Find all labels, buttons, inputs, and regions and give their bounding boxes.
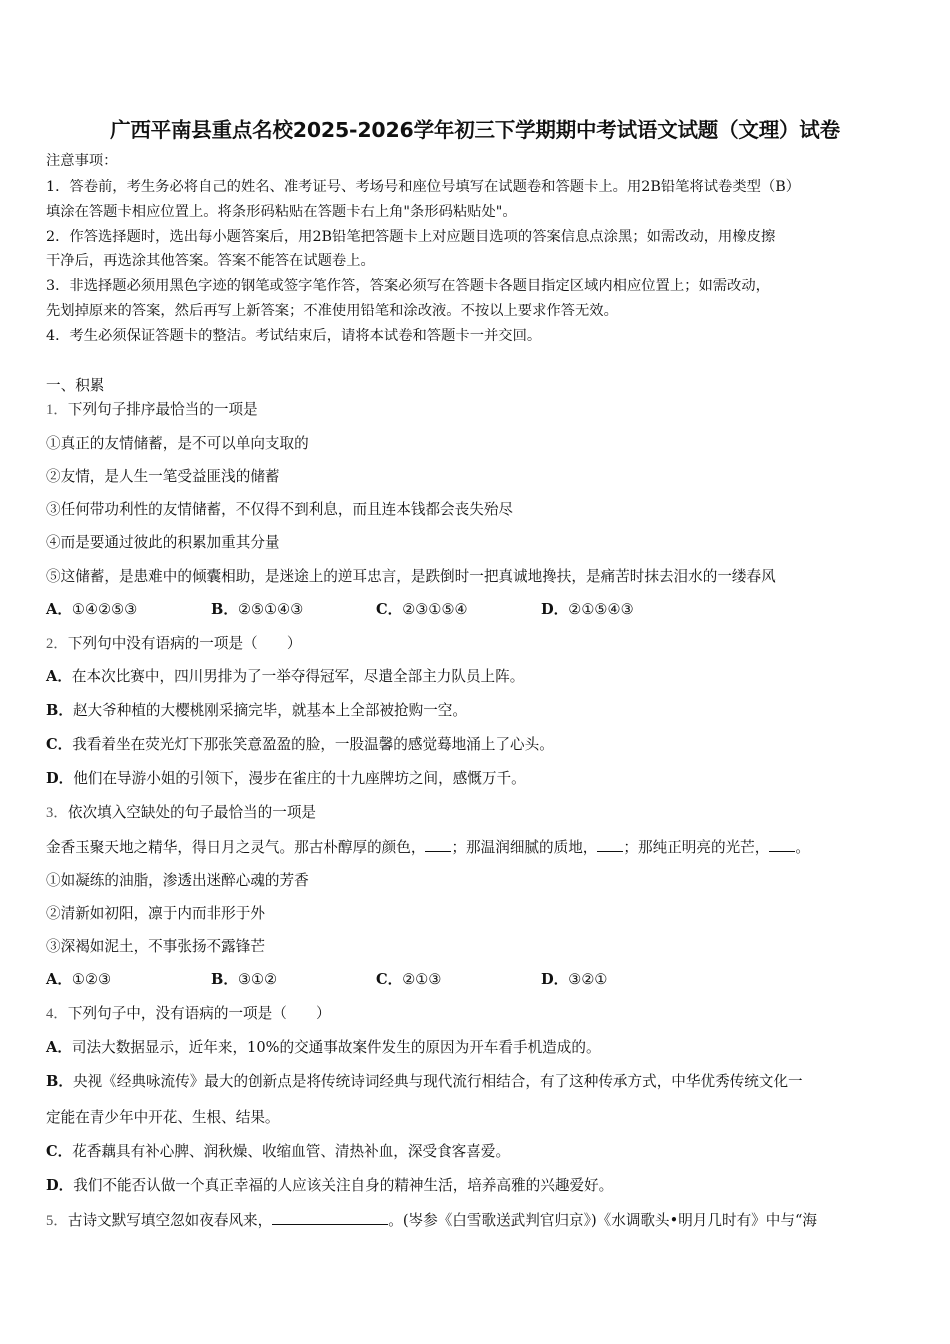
notice-line: 填涂在答题卡相应位置上。将条形码粘贴在答题卡右上角"条形码粘贴处"。 xyxy=(46,204,517,220)
choice-c[interactable]: C．②①③ xyxy=(376,971,442,988)
question-text: 下列句子排序最恰当的一项是 xyxy=(67,401,258,418)
page-title: 广西平南县重点名校2025-2026学年初三下学期期中考试语文试题（文理）试卷 xyxy=(110,118,840,142)
question-number: 2． xyxy=(46,636,68,652)
fill-blank[interactable] xyxy=(769,837,795,852)
option-c[interactable]: C．我看着坐在荧光灯下那张笑意盈盈的脸，一股温馨的感觉蓦地涌上了心头。 xyxy=(46,736,554,753)
sentence-item: ②友情，是人生一笔受益匪浅的储蓄 xyxy=(46,468,280,485)
sentence-item: ①真正的友情储蓄，是不可以单向支取的 xyxy=(46,435,309,452)
option-a[interactable]: A．司法大数据显示，近年来，10%的交通事故案件发生的原因为开车看手机造成的。 xyxy=(46,1039,601,1056)
question-text: 依次填入空缺处的句子最恰当的一项是 xyxy=(67,804,317,821)
question-2-stem xyxy=(46,634,301,654)
sentence-item: ⑤这储蓄，是患难中的倾囊相助，是迷途上的逆耳忠言，是跌倒时一把真诚地搀扶，是痛苦时抹去泪水的一缕春风 xyxy=(46,568,776,585)
notice-line: 1．答卷前，考生务必将自己的姓名、准考证号、考场号和座位号填写在试题卷和答题卡上。用2B铅笔将试卷类型（B） xyxy=(46,179,801,195)
question-number: 5． xyxy=(46,1213,68,1229)
option-d[interactable]: D．我们不能否认做一个真正幸福的人应该关注自身的精神生活，培养高雅的兴趣爱好。 xyxy=(46,1177,614,1194)
option-b[interactable]: B．赵大爷种植的大樱桃刚采摘完毕，就基本上全部被抢购一空。 xyxy=(46,702,467,719)
section-heading: 一、积累 xyxy=(46,377,105,394)
sentence-item: ①如凝练的油脂，渗透出迷醉心魂的芳香 xyxy=(46,872,309,889)
choice-a[interactable]: A．①④②⑤③ xyxy=(46,601,138,618)
choice-b[interactable]: B．③①② xyxy=(211,971,278,988)
choice-b[interactable]: B．②⑤①④③ xyxy=(211,601,304,618)
sentence-item: ③深褐如泥土，不事张扬不露锋芒 xyxy=(46,938,265,955)
option-a[interactable]: A．在本次比赛中，四川男排为了一举夺得冠军，尽遣全部主力队员上阵。 xyxy=(46,668,525,685)
question-3-passage: 金香玉聚天地之精华，得日月之灵气。那古朴醇厚的颜色， ；那温润细腻的质地， ；那纯正明亮的光芒， 。 xyxy=(46,839,810,856)
question-1-choices xyxy=(46,600,706,620)
sentence-item: ④而是要通过彼此的积累加重其分量 xyxy=(46,534,280,551)
notice-line: 干净后，再选涂其他答案。答案不能答在试题卷上。 xyxy=(46,253,375,269)
question-number: 1． xyxy=(46,402,68,418)
option-b-continued: 定能在青少年中开花、生根、结果。 xyxy=(46,1109,280,1126)
notice-line: 2．作答选择题时，选出每小题答案后，用2B铅笔把答题卡上对应题目选项的答案信息点涂黑；如需改动，用橡皮擦 xyxy=(46,229,776,245)
choice-c[interactable]: C．②③①⑤④ xyxy=(376,601,468,618)
question-3-choices xyxy=(46,970,706,990)
question-1-stem xyxy=(46,400,258,420)
notice-line: 4．考生必须保证答题卡的整洁。考试结束后，请将本试卷和答题卡一并交回。 xyxy=(46,328,542,344)
question-text: 下列句子中，没有语病的一项是（ ） xyxy=(67,1005,331,1022)
option-d[interactable]: D．他们在导游小姐的引领下，漫步在雀庄的十九座牌坊之间，感慨万千。 xyxy=(46,770,526,787)
fill-blank[interactable] xyxy=(272,1210,388,1225)
choice-d[interactable]: D．③②① xyxy=(541,971,608,988)
question-number: 4． xyxy=(46,1006,68,1022)
option-c[interactable]: C．花香藕具有补心脾、润秋燥、收缩血管、清热补血，深受食客喜爱。 xyxy=(46,1143,511,1160)
question-4-stem xyxy=(46,1004,331,1024)
option-b[interactable]: B．央视《经典咏流传》最大的创新点是将传统诗词经典与现代流行相结合，有了这种传承方式，中华优秀传统文化一 xyxy=(46,1073,803,1090)
choice-d[interactable]: D．②①⑤④③ xyxy=(541,601,634,618)
fill-blank[interactable] xyxy=(597,837,623,852)
notice-line: 3．非选择题必须用黑色字迹的钢笔或签字笔作答，答案必须写在答题卡各题目指定区域内相应位置上；如需改动， xyxy=(46,278,770,294)
notice-heading: 注意事项： xyxy=(46,153,118,169)
question-number: 3． xyxy=(46,805,68,821)
notice-line: 先划掉原来的答案，然后再写上新答案；不准使用铅笔和涂改液。不按以上要求作答无效。 xyxy=(46,303,618,319)
choice-a[interactable]: A．①②③ xyxy=(46,971,112,988)
question-text: 下列句中没有语病的一项是（ ） xyxy=(67,635,302,652)
sentence-item: ③任何带功利性的友情储蓄，不仅得不到利息，而且连本钱都会丧失殆尽 xyxy=(46,501,514,518)
fill-blank[interactable] xyxy=(425,837,451,852)
sentence-item: ②清新如初阳，凛于内而非形于外 xyxy=(46,905,265,922)
question-5-stem: 5．古诗文默写填空忽如夜春风来， 。(岑参《白雪歌送武判官归京》)《水调歌头•明月几时有》中与“海 xyxy=(46,1212,818,1229)
question-3-stem xyxy=(46,803,316,823)
